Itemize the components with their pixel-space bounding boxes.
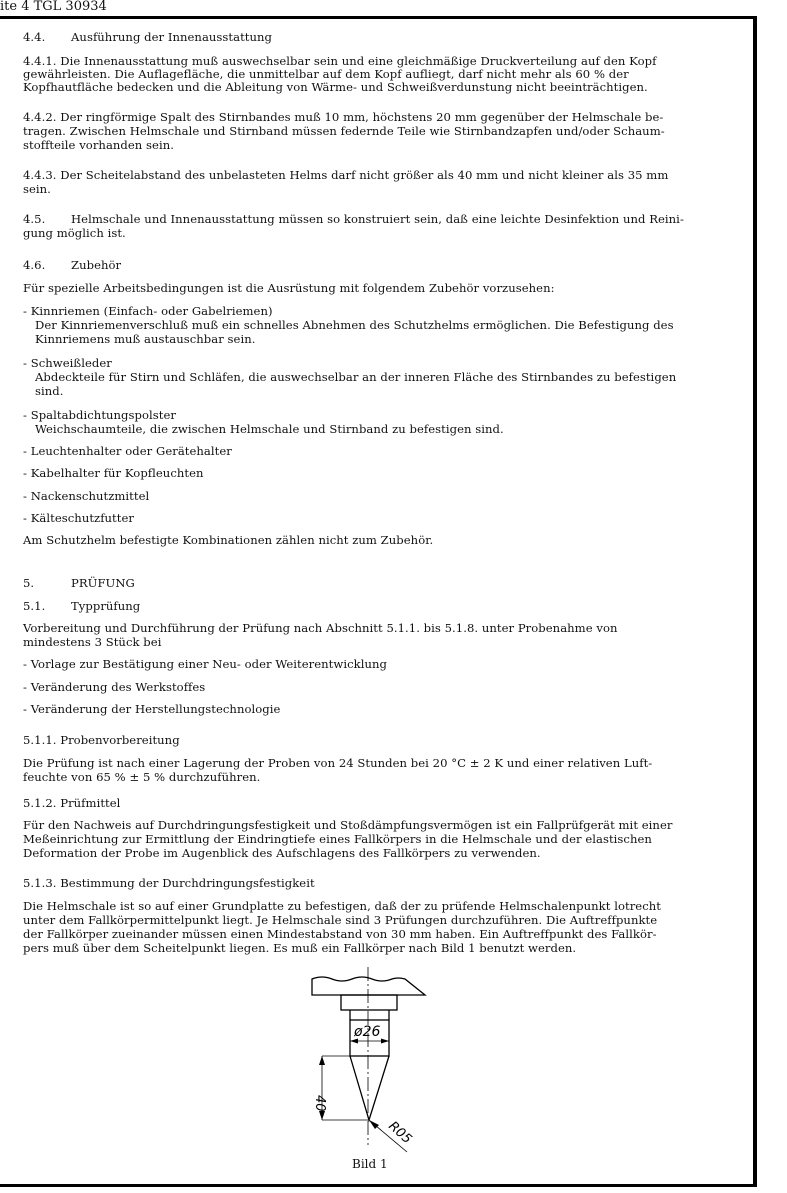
list-item-head: - Kälteschutzfutter bbox=[23, 511, 134, 525]
para-4-4-2-line: stoffteile vorhanden sein. bbox=[23, 138, 174, 152]
list-item-head: - Nackenschutzmittel bbox=[23, 489, 150, 503]
para-4-6-intro: Für spezielle Arbeitsbedingungen ist die Ausrüstung mit folgendem Zubehör vorzusehen: bbox=[23, 281, 555, 295]
drop-weight-head bbox=[312, 977, 425, 995]
page-header: ite 4 TGL 30934 bbox=[0, 0, 107, 14]
list-item-head: - Kinnriemen (Einfach- oder Gabelriemen) bbox=[23, 304, 273, 318]
para-4-5-line: 4.5. Helmschale und Innenausstattung müssen so konstruiert sein, daß eine leichte Desinfektion und Reini- bbox=[23, 212, 684, 226]
list-item-body: Abdeckteile für Stirn und Schläfen, die auswechselbar an der inneren Fläche des Stirnbandes zu befestigen bbox=[35, 370, 677, 384]
para-5-1-2-line: Meßeinrichtung zur Ermittlung der Eindringtiefe eines Fallkörpers in die Helmschale und der elastischen bbox=[23, 832, 652, 846]
para-4-4-1-line: 4.4.1. Die Innenausstattung muß auswechselbar sein und eine gleichmäßige Druckverteilung auf den Kopf bbox=[23, 54, 657, 68]
list-item-body: Der Kinnriemenverschluß muß ein schnelles Abnehmen des Schutzhelms ermöglichen. Die Befestigung des bbox=[35, 318, 674, 332]
collar bbox=[341, 995, 397, 1010]
para-5-1-line: Vorbereitung und Durchführung der Prüfung nach Abschnitt 5.1.1. bis 5.1.8. unter Probenahme von bbox=[23, 621, 618, 635]
heading-5-1-1: 5.1.1. Probenvorbereitung bbox=[23, 733, 180, 747]
para-5-1-3-line: unter dem Fallkörpermittelpunkt liegt. Je Helmschale sind 3 Prüfungen durchzuführen. Die Auftreffpunkte bbox=[23, 913, 658, 927]
para-5-1-3-line: pers muß über dem Scheitelpunkt liegen. Es muß ein Fallkörper nach Bild 1 benutzt werden. bbox=[23, 941, 577, 955]
cone-tip bbox=[350, 1056, 389, 1120]
list-item-body: sind. bbox=[35, 384, 64, 398]
list-item-head: - Spaltabdichtungspolster bbox=[23, 408, 177, 422]
para-4-4-2-line: 4.4.2. Der ringförmige Spalt des Stirnbandes muß 10 mm, höchstens 20 mm gegenüber der Helmschale be- bbox=[23, 110, 664, 124]
heading-5-1-3: 5.1.3. Bestimmung der Durchdringungsfestigkeit bbox=[23, 876, 315, 890]
heading-5-1-2: 5.1.2. Prüfmittel bbox=[23, 796, 121, 810]
para-5-1-line: mindestens 3 Stück bei bbox=[23, 635, 162, 649]
para-4-5-line: gung möglich ist. bbox=[23, 226, 126, 240]
para-4-4-3-line: sein. bbox=[23, 182, 51, 196]
heading-5: 5. PRÜFUNG bbox=[23, 576, 135, 590]
list-item: - Veränderung der Herstellungstechnologie bbox=[23, 702, 281, 716]
figure-caption: Bild 1 bbox=[352, 1157, 388, 1171]
para-5-1-2-line: Deformation der Probe im Augenblick des Aufschlagens des Fallkörpers zu verwenden. bbox=[23, 846, 541, 860]
list-item-body: Weichschaumteile, die zwischen Helmschale und Stirnband zu befestigen sind. bbox=[35, 422, 504, 436]
para-4-4-3-line: 4.4.3. Der Scheitelabstand des unbelasteten Helms darf nicht größer als 40 mm und nicht kleiner als 35 mm bbox=[23, 168, 669, 182]
list-item-head: - Leuchtenhalter oder Gerätehalter bbox=[23, 444, 232, 458]
list-item-head: - Kabelhalter für Kopfleuchten bbox=[23, 466, 204, 480]
heading-4-4: 4.4. Ausführung der Innenausstattung bbox=[23, 30, 273, 44]
heading-4-6: 4.6. Zubehör bbox=[23, 258, 122, 272]
diameter-label: ø26 bbox=[354, 1024, 381, 1040]
list-item-body: Kinnriemens muß austauschbar sein. bbox=[35, 332, 256, 346]
para-4-4-1-line: Kopfhautfläche bedecken und die Ableitung von Wärme- und Schweißverdunstung nicht beeinträchtigen. bbox=[23, 80, 648, 94]
para-5-1-2-line: Für den Nachweis auf Durchdringungsfestigkeit und Stoßdämpfungsvermögen ist ein Fallprüfgerät mit einer bbox=[23, 818, 673, 832]
para-5-1-3-line: Die Helmschale ist so auf einer Grundplatte zu befestigen, daß der zu prüfende Helmschalenpunkt lotrecht bbox=[23, 899, 661, 913]
para-5-1-1-line: Die Prüfung ist nach einer Lagerung der Proben von 24 Stunden bei 20 °C ± 2 K und einer relativen Luft- bbox=[23, 756, 653, 770]
para-5-1-1-line: feuchte von 65 % ± 5 % durchzuführen. bbox=[23, 770, 261, 784]
list-item: - Veränderung des Werkstoffes bbox=[23, 680, 206, 694]
list-item-head: - Schweißleder bbox=[23, 356, 112, 370]
height-label: 40 bbox=[312, 1095, 327, 1112]
radius-label: R05 bbox=[385, 1118, 415, 1148]
para-5-1-3-line: der Fallkörper zueinander müssen einen Mindestabstand von 30 mm haben. Ein Auftreffpunkt des Fallkör- bbox=[23, 927, 657, 941]
para-4-4-1-line: gewährleisten. Die Auflagefläche, die unmittelbar auf dem Kopf aufliegt, darf nicht mehr als 60 % der bbox=[23, 67, 629, 81]
heading-5-1: 5.1. Typprüfung bbox=[23, 599, 141, 613]
para-4-4-2-line: tragen. Zwischen Helmschale und Stirnband müssen federnde Teile wie Stirnbandzapfen und/oder Schaum- bbox=[23, 124, 665, 138]
list-item: - Vorlage zur Bestätigung einer Neu- oder Weiterentwicklung bbox=[23, 657, 387, 671]
para-4-6-closing: Am Schutzhelm befestigte Kombinationen zählen nicht zum Zubehör. bbox=[23, 533, 434, 547]
